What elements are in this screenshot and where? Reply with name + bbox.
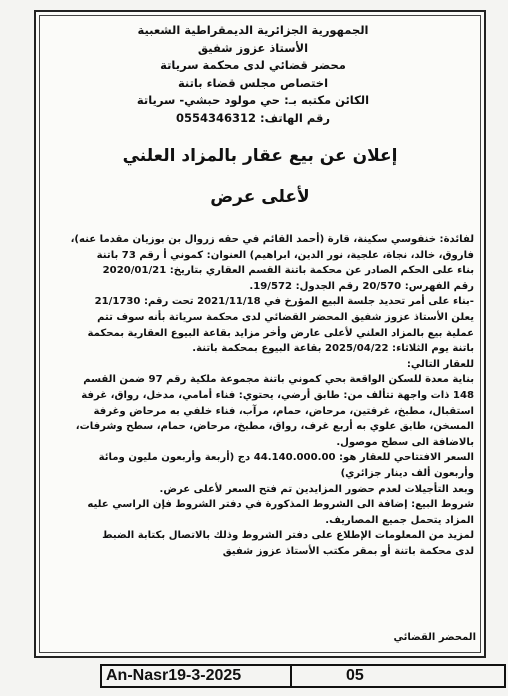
body-line: وأربعون ألف دينار جزائري) (340, 467, 474, 479)
publication-date: An-Nasr19-3-2025 (106, 667, 242, 684)
body-line: فاروق، خالد، نجاة، علجية، نور الدين، ابراهيم) العنوان: كموني أ رقم 73 باتنة (96, 249, 474, 261)
notice-header (118, 22, 388, 128)
body-line: عملية بيع بالمزاد العلني لأعلى عارض وأخر مزايد بقاعة البيوع العقارية بمحكمة (87, 327, 474, 339)
page-number: 05 (346, 667, 364, 684)
body-line: بناية معدة للسكن الواقعة بحي كموني باتنة مجموعة ملكية رقم 97 ضمن القسم (83, 374, 474, 386)
body-line: يعلن الأستاذ عزوز شفيق المحضر القضائي لدى محكمة سرياتة بأنه سوف تتم (97, 311, 474, 323)
body-line: باتنة يوم الثلاثاء: 2025/04/22 بقاعة البيوع بمحكمة باتنة. (192, 343, 474, 355)
header-bailiff-name: الأستاذ عزوز شفيق (197, 40, 309, 55)
header-phone: رقم الهاتف: 0554346312 (176, 110, 330, 125)
body-line: شروط البيع: إضافة الى الشروط المذكورة في دفتر الشروط فإن الراسي عليه (87, 499, 474, 511)
body-line: المسخن، طابق علوي به أربع غرف، رواق، مطبخ، مرحاض، حمام، سطح وشرفات، (75, 421, 474, 433)
body-line: -بناء على أمر تحديد جلسة البيع المؤرخ في 2021/11/18 تحت رقم: 21/1730 (94, 296, 474, 308)
body-line: وبعد التأجيلات لعدم حضور المزايدين تم فتح السعر لأعلى عرض. (159, 483, 474, 495)
body-line: لدى محكمة باتنة أو بمقر مكتب الأستاذ عزوز شفيق (222, 545, 474, 557)
body-line: استقبال، مطبخ، غرفتين، مرحاض، حمام، مرآب، فناء خلفي به مرحاض وغرفة (93, 405, 474, 417)
body-line: 148 ذات واجهة تتألف من: طابق أرضي، يحتوي: فناء أمامي، مدخل، رواق، غرفة (81, 389, 474, 401)
body-line: لفائدة: خنفوسي سكينة، قارة (أحمد القائم في حقه زروال بن بوزيان مقدما عنه)، (70, 234, 474, 245)
signature-label: المحضر القضائي (393, 632, 476, 643)
body-line: السعر الافتتاحي للعقار هو: 44.140.000.00 دج (أربعة وأربعون مليون ومائة (98, 452, 474, 464)
notice-subtitle: لأعلى عرض (210, 187, 310, 207)
header-office-address: الكائن مكتبه بـ: حي مولود حبشي- سرياتة (136, 93, 370, 108)
header-country: الجمهورية الجزائرية الديمقراطية الشعبية (137, 23, 369, 37)
body-line: بالاضافة الى سطح موصول. (336, 436, 474, 448)
body-line: للعقار التالي: (406, 358, 474, 370)
body-line: المزاد يتحمل جميع المصاريف. (325, 514, 474, 526)
body-line: لمزيد من المعلومات الإطلاع على دفتر الشروط وذلك بالاتصال بكتابة الضبط (102, 530, 474, 542)
footer-divider (290, 666, 292, 686)
notice-body (48, 232, 474, 559)
header-jurisdiction: اختصاص مجلس قضاء باتنة (177, 75, 329, 90)
notice-title: إعلان عن بيع عقار بالمزاد العلني (122, 146, 398, 166)
publication-footer (100, 664, 506, 688)
header-bailiff-role: محضر قضائي لدى محكمة سرياتة (160, 58, 346, 73)
body-line: بناء على الحكم الصادر عن محكمة باتنة القسم العقاري بتاريخ: 2020/01/21 (102, 265, 474, 277)
body-line: رقم الفهرس: 20/570 رقم الجدول: 19/572. (249, 280, 474, 292)
